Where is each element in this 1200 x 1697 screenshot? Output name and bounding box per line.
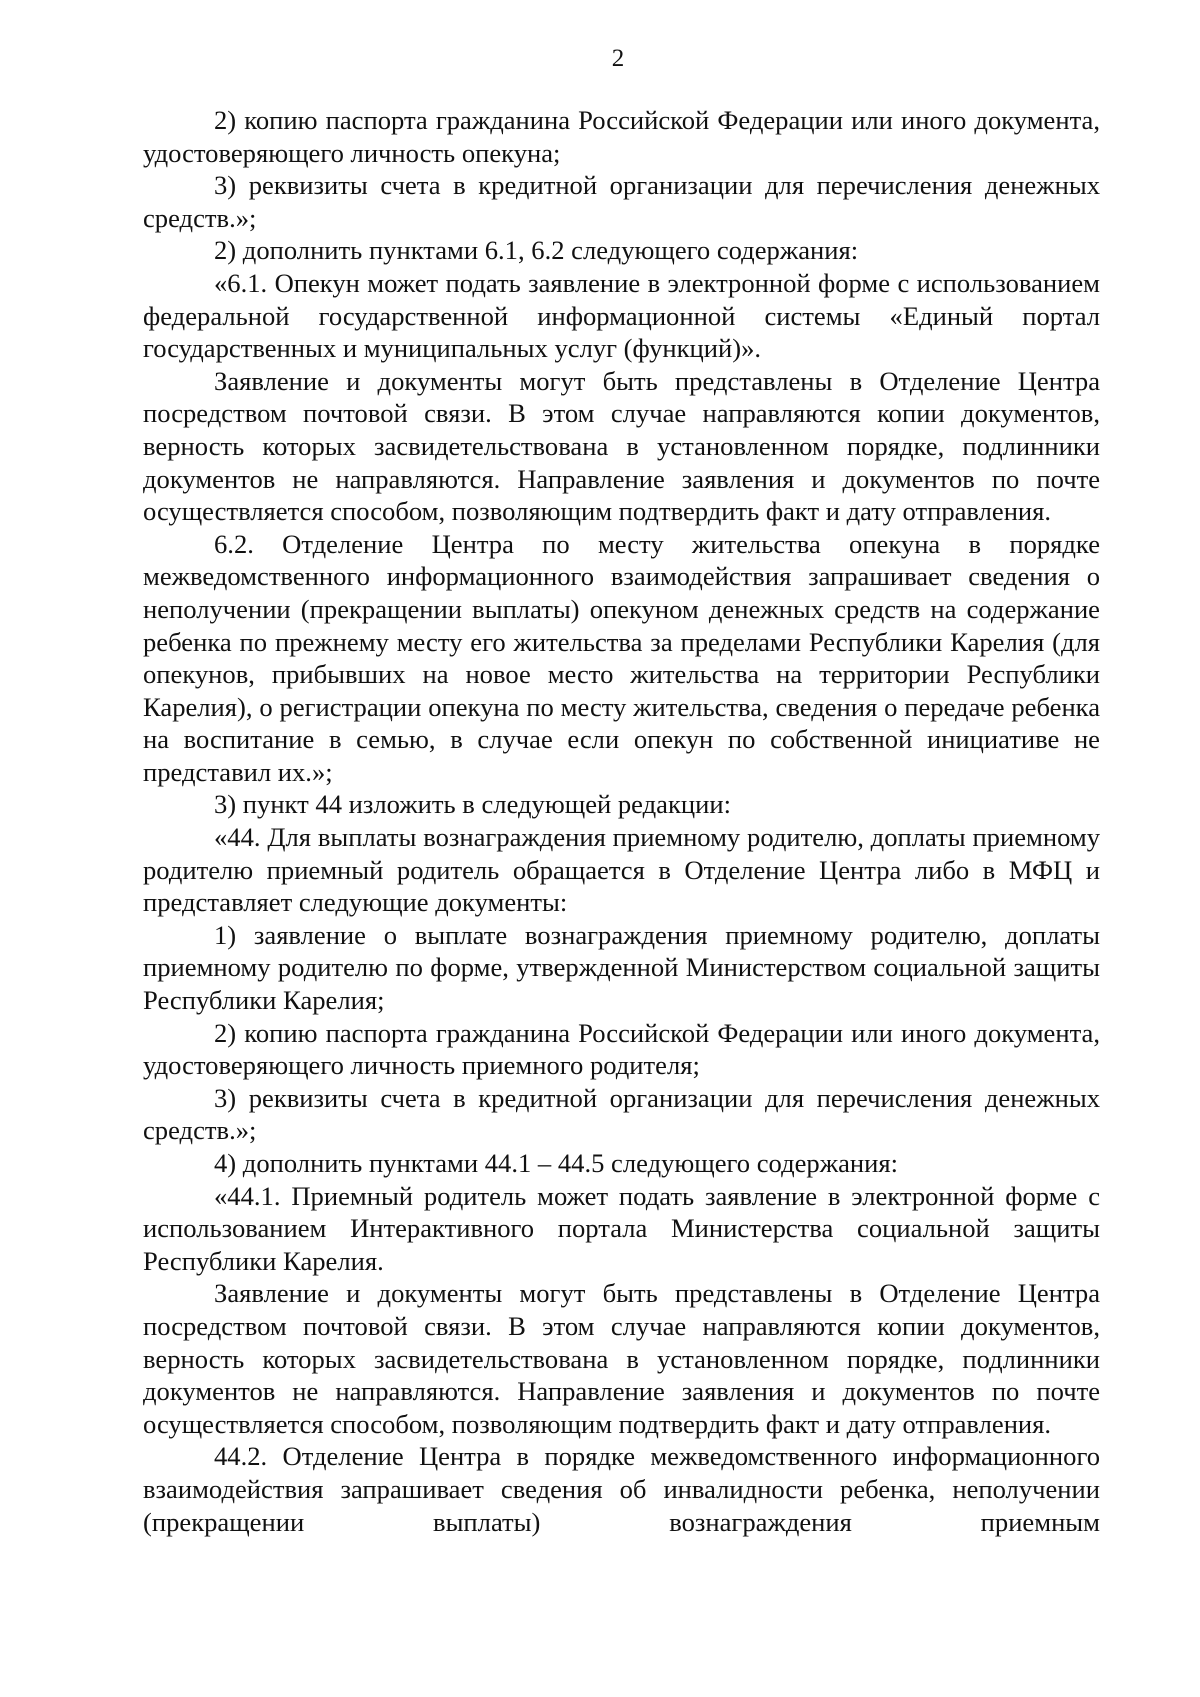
page-number: 2 [611, 45, 625, 72]
paragraph-8: «44. Для выплаты вознаграждения приемному родителю, доплаты приемному родителю приемный родитель обращается в Отделение Центра либо в МФЦ и представляет следующие документы: [143, 822, 1100, 918]
paragraph-13: «44.1. Приемный родитель может подать заявление в электронной форме с использованием Интерактивного портала Министерства социальной защиты Республики Карелия. [143, 1180, 1100, 1276]
paragraph-7: 3) пункт 44 изложить в следующей редакции: [214, 789, 731, 820]
paragraph-5: Заявление и документы могут быть представлены в Отделение Центра посредством почтовой связи. В этом случае направляются копии документов, верность которых засвидетельствована в установленном порядке, подлинники документов не направляются. Направление заявления и документов по почте осуществляется способом, позволяющим подтвердить факт и дату отправления. [143, 365, 1100, 527]
paragraph-11: 3) реквизиты счета в кредитной организации для перечисления денежных средств.»; [143, 1082, 1100, 1146]
paragraph-4: «6.1. Опекун может подать заявление в электронной форме с использованием федеральной государственной информационной системы «Единый портал государственных и муниципальных услуг (функций)». [143, 267, 1100, 364]
paragraph-14: Заявление и документы могут быть представлены в Отделение Центра посредством почтовой связи. В этом случае направляются копии документов, верность которых засвидетельствована в установленном порядке, подлинники документов не направляются. Направление заявления и документов по почте осуществляется способом, позволяющим подтвердить факт и дату отправления. [143, 1278, 1100, 1439]
paragraph-9: 1) заявление о выплате вознаграждения приемному родителю, доплаты приемному родителю по форме, утвержденной Министерством социальной защиты Республики Карелия; [143, 919, 1100, 1016]
paragraph-1: 2) копию паспорта гражданина Российской Федерации или иного документа, удостоверяющего личность опекуна; [143, 105, 1100, 168]
paragraph-3: 2) дополнить пунктами 6.1, 6.2 следующего содержания: [214, 235, 859, 266]
paragraph-15: 44.2. Отделение Центра в порядке межведомственного информационного взаимодействия запрашивает сведения об инвалидности ребенка, неполучении (прекращении выплаты) вознаграждения приемным [143, 1441, 1100, 1537]
document-body [143, 104, 1100, 1538]
paragraph-6: 6.2. Отделение Центра по месту жительства опекуна в порядке межведомственного информационного взаимодействия запрашивает сведения о неполучении (прекращении выплаты) опекуном денежных средств на содержание ребенка по прежнему месту его жительства за пределами Республики Карелия (для опекунов, прибывших на новое место жительства на территории Республики Карелия), о регистрации опекуна по месту жительства, сведения о передаче ребенка на воспитание в семью, в случае если опекун по собственной инициативе не представил их.»; [143, 528, 1100, 787]
paragraph-2: 3) реквизиты счета в кредитной организации для перечисления денежных средств.»; [143, 170, 1100, 233]
paragraph-10: 2) копию паспорта гражданина Российской Федерации или иного документа, удостоверяющего личность приемного родителя; [143, 1017, 1100, 1081]
paragraph-12: 4) дополнить пунктами 44.1 – 44.5 следующего содержания: [214, 1148, 898, 1178]
